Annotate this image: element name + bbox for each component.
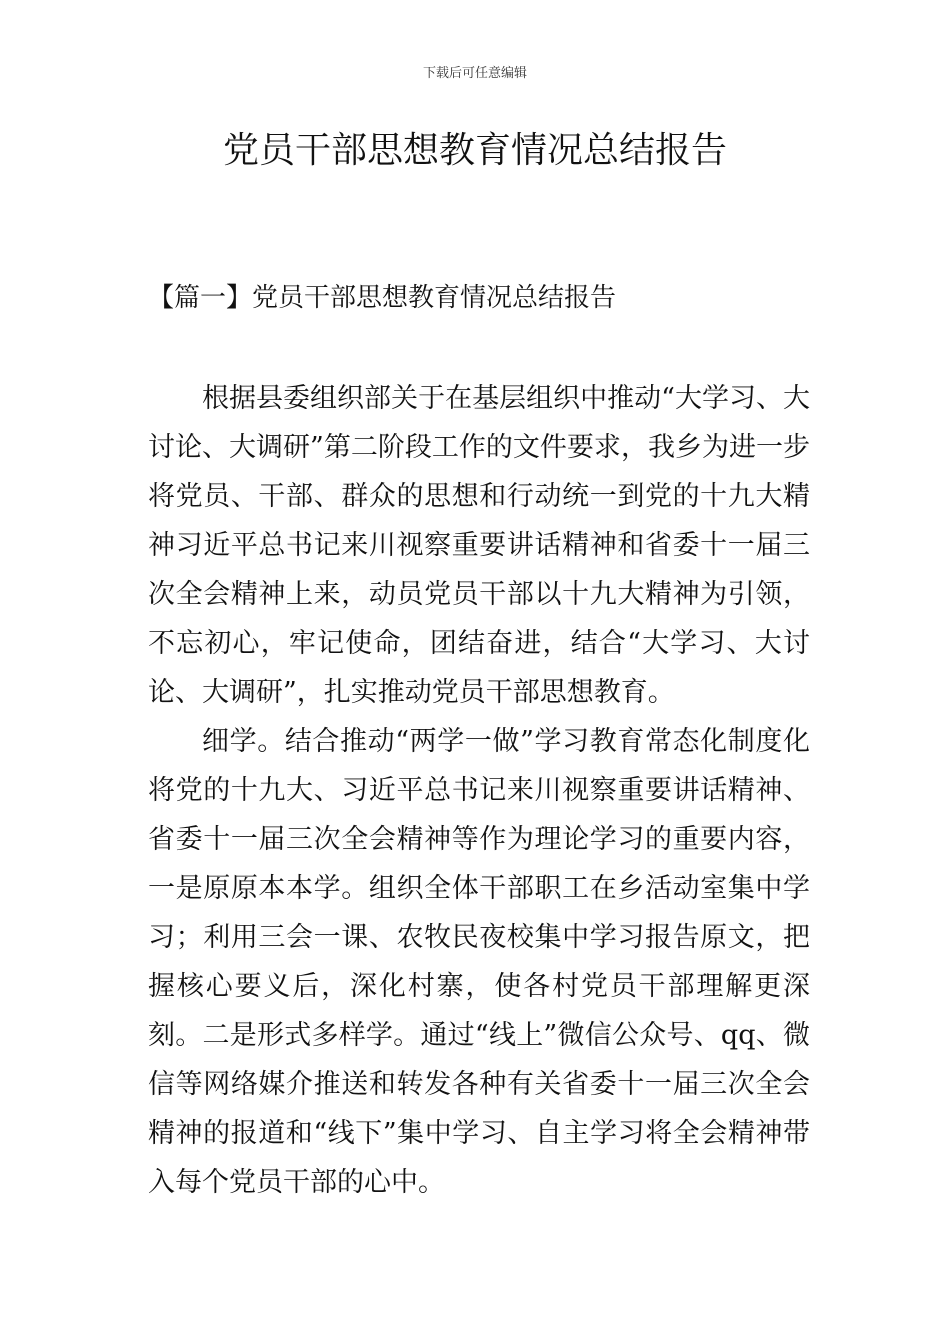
body-paragraph-2: 细学。结合推动“两学一做”学习教育常态化制度化将党的十九大、习近平总书记来川视察重要讲话精神、省委十一届三次全会精神等作为理论学习的重要内容，一是原原本本学。组织全体干部职工在乡活动室集中学习；利用三会一课、农牧民夜校集中学习报告原文，把握核心要义后，深化村寨，使各村党员干部理解更深刻。二是形式多样学。通过“线上”微信公众号、qq、微信等网络媒介推送和转发各种有关省委十一届三次全会精神的报道和“线下”集中学习、自主学习将全会精神带入每个党员干部的心中。	[148, 726, 810, 1198]
section-heading: 【篇一】党员干部思想教育情况总结报告	[148, 283, 617, 313]
document-title: 党员干部思想教育情况总结报告	[222, 130, 727, 171]
header-note: 下载后可任意编辑	[422, 66, 527, 81]
body-paragraph-1: 根据县委组织部关于在基层组织中推动“大学习、大讨论、大调研”第二阶段工作的文件要求，我乡为进一步将党员、干部、群众的思想和行动统一到党的十九大精神习近平总书记来川视察重要讲话精神和省委十一届三次全会精神上来，动员党员干部以十九大精神为引领，不忘初心，牢记使命，团结奋进，结合“大学习、大讨论、大调研”，扎实推动党员干部思想教育。	[148, 383, 810, 708]
